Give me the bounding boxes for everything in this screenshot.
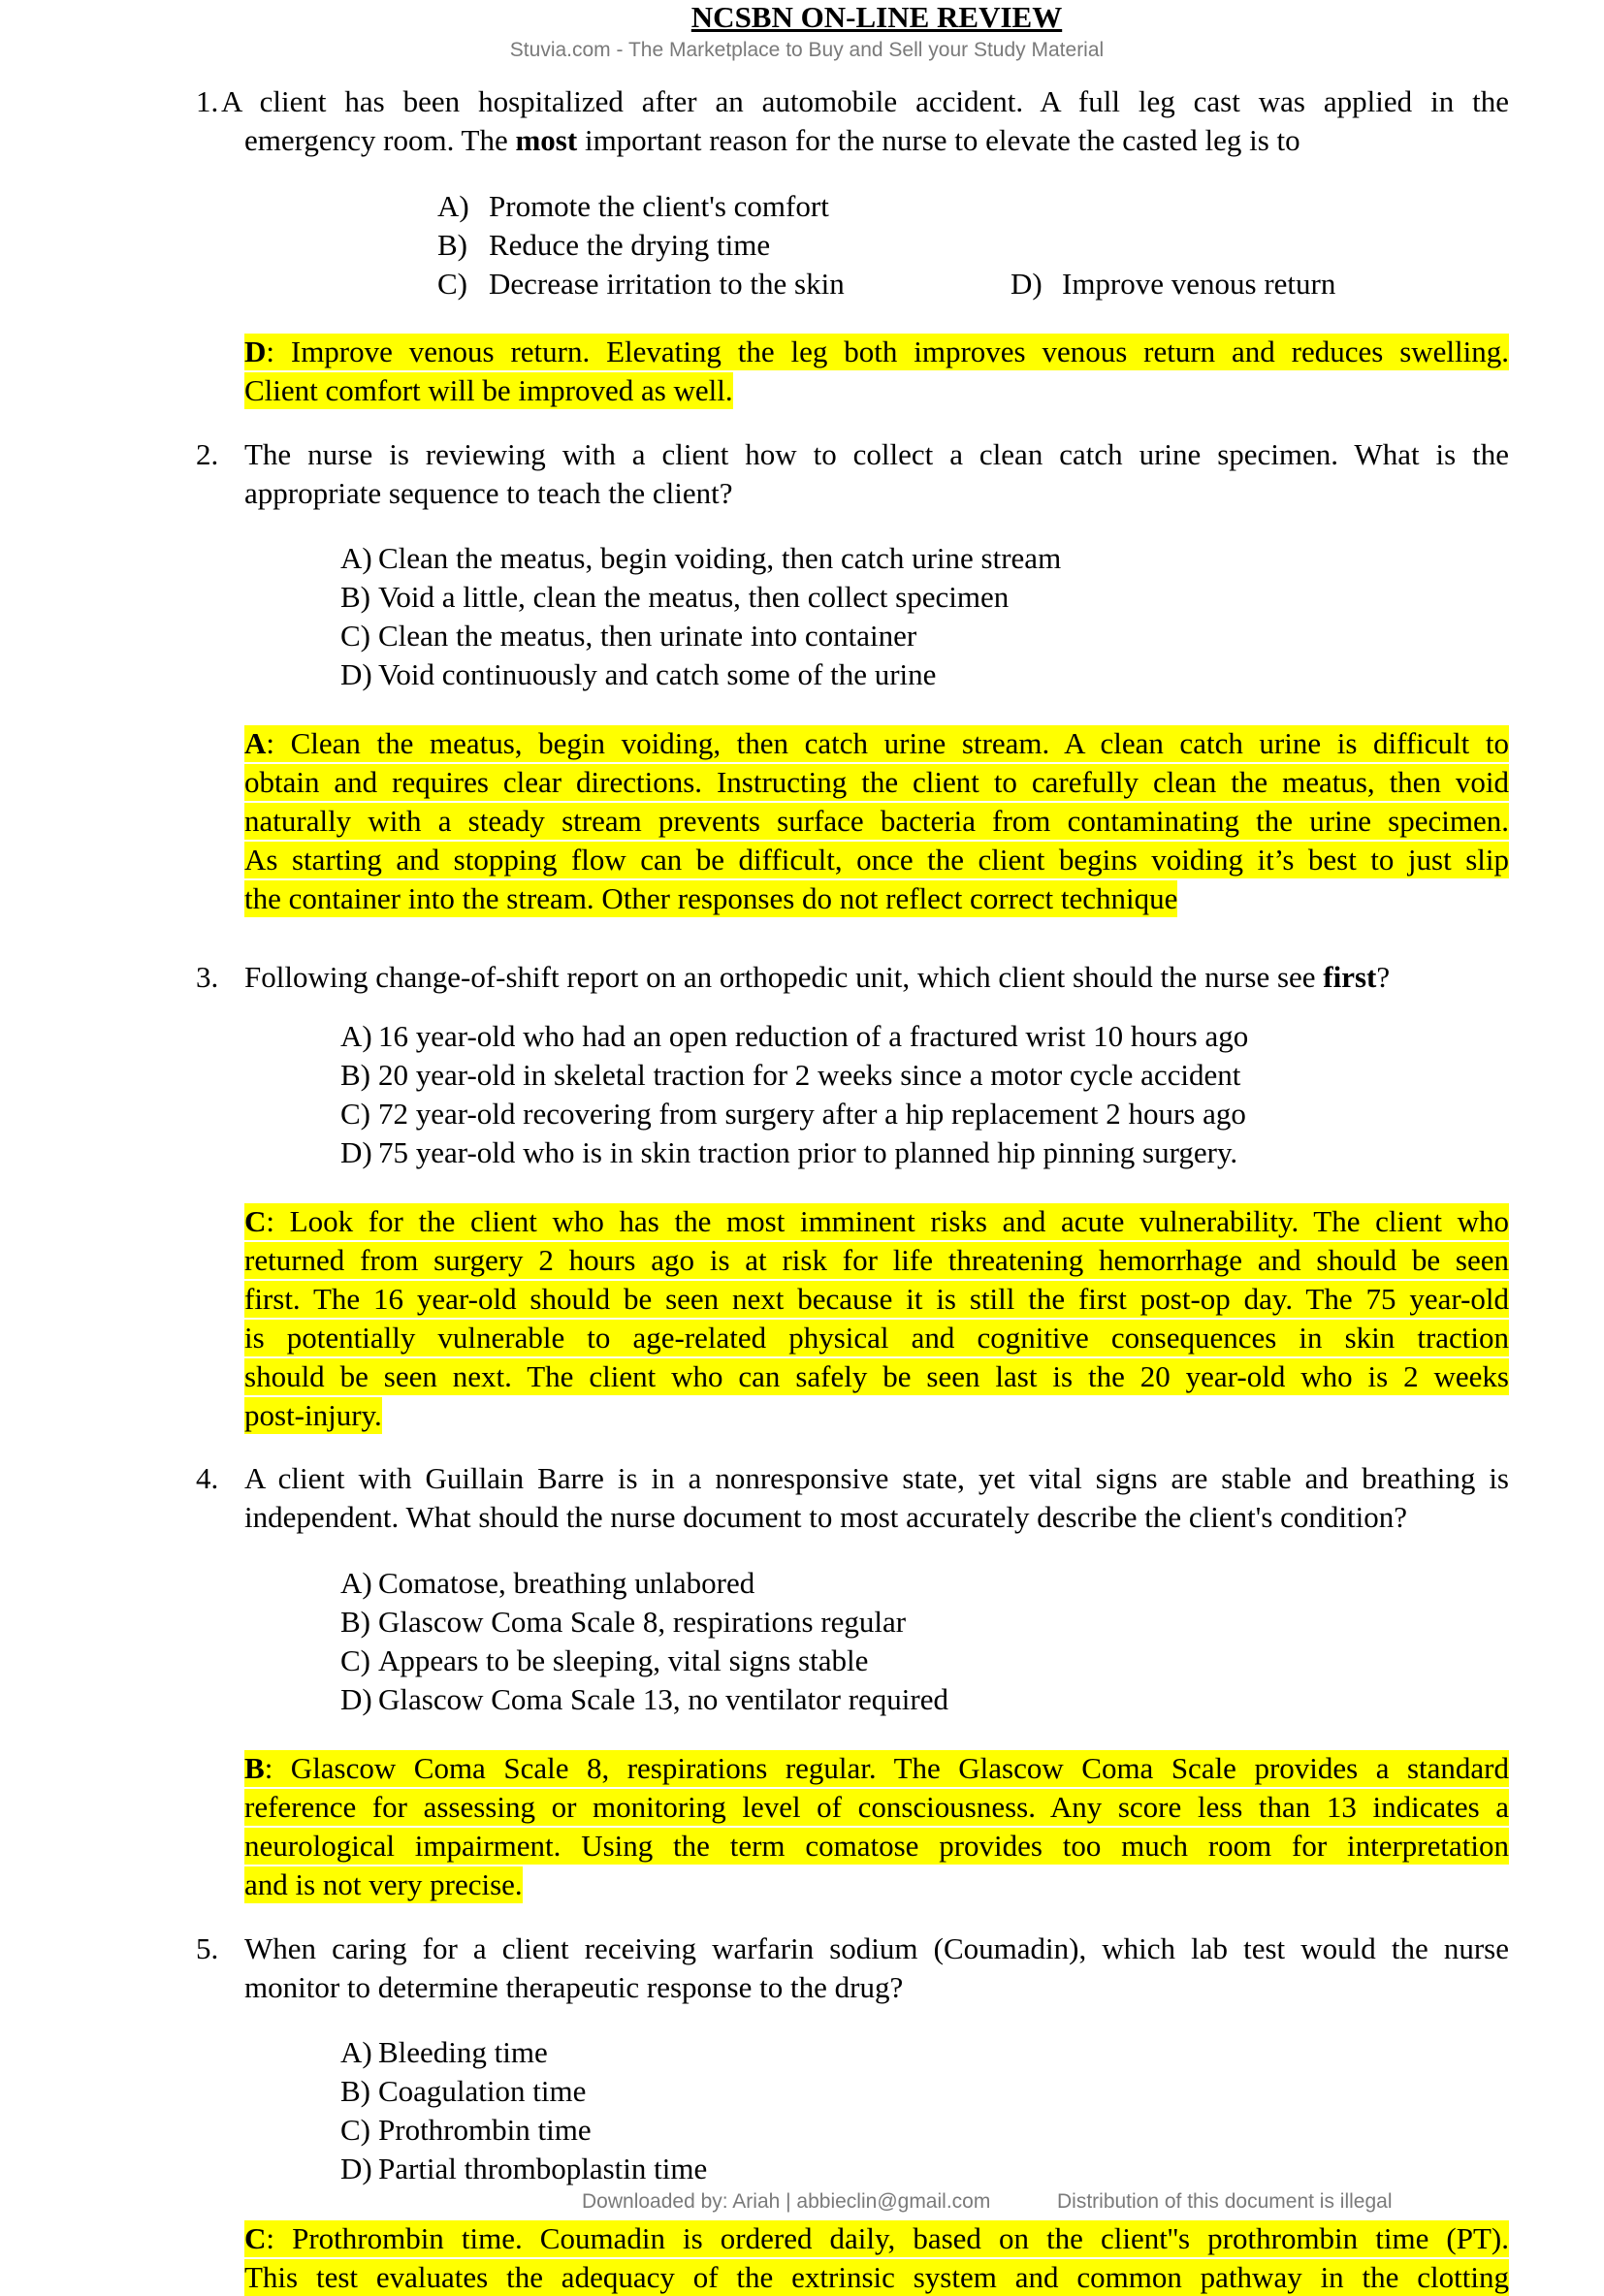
answer-explanation-line (244, 725, 1509, 762)
option-letter: C) (437, 267, 467, 301)
option-text: Glascow Coma Scale 8, respirations regular (378, 1605, 907, 1639)
question-text-line (221, 82, 1509, 121)
answer-text: : Clean the meatus, begin voiding, then catch urine stream. A clean catch urine is difficult to (266, 726, 1509, 760)
answer-explanation-line (244, 803, 1509, 840)
stuvia-watermark: Stuvia.com - The Marketplace to Buy and Sell your Study Material (509, 39, 1105, 61)
answer-text: : Prothrombin time. Coumadin is ordered daily, based on the client''s prothrombin time (PT). (266, 2221, 1509, 2255)
option-letter: A) (340, 1019, 372, 1053)
option-letter: A) (340, 2035, 372, 2069)
answer-explanation-line (244, 764, 1509, 801)
question-text-line (244, 435, 1509, 474)
option-text: Glascow Coma Scale 13, no ventilator required (378, 1682, 948, 1716)
text-segment: appropriate sequence to teach the client? (244, 476, 733, 510)
option-text: Coagulation time (378, 2074, 587, 2108)
answer-text: returned from surgery 2 hours ago is at risk for life threatening hemorrhage and should be seen (244, 1243, 1509, 1277)
answer-explanation-line (244, 880, 1177, 917)
question-number: 5. (196, 1931, 219, 1965)
option-letter: C) (340, 1097, 370, 1131)
question-text-line (244, 1968, 903, 2007)
option-text: Comatose, breathing unlabored (378, 1566, 755, 1600)
text-segment: A client has been hospitalized after an automobile accident. A full leg cast was applied in the (221, 84, 1509, 118)
answer-explanation-line (244, 1750, 1509, 1787)
question-text-line (244, 1929, 1509, 1968)
option-letter: B) (340, 2074, 370, 2108)
text-segment: monitor to determine therapeutic response to the drug? (244, 1970, 904, 2004)
option-letter: A) (340, 1566, 372, 1600)
option-text: Void a little, clean the meatus, then collect specimen (378, 580, 1010, 614)
text-segment: When caring for a client receiving warfarin sodium (Coumadin), which lab test would the nurse (244, 1931, 1509, 1965)
question-text-line (244, 958, 1390, 997)
answer-letter: B (244, 1751, 265, 1785)
option-letter: A) (437, 189, 469, 223)
option-text: Promote the client's comfort (489, 189, 829, 223)
answer-letter: C (244, 2221, 267, 2255)
option-letter: D) (340, 1135, 372, 1169)
option-text: Void continuously and catch some of the urine (378, 657, 937, 691)
answer-text: This test evaluates the adequacy of the extrinsic system and common pathway in the clotting (244, 2260, 1509, 2294)
answer-text: : Glascow Coma Scale 8, respirations regular. The Glascow Coma Scale provides a standard (264, 1751, 1509, 1785)
option-text: Reduce the drying time (489, 228, 771, 262)
option-letter: B) (340, 1058, 370, 1092)
text-segment: A client with Guillain Barre is in a nonresponsive state, yet vital signs are stable and breathing is (244, 1461, 1509, 1495)
option-text: Clean the meatus, then urinate into container (378, 619, 917, 653)
answer-text: obtain and requires clear directions. Instructing the client to carefully clean the meatus, then void (244, 765, 1509, 799)
text-segment: emergency room. The (244, 123, 516, 157)
question-number: 1. (196, 84, 219, 118)
option-letter: C) (340, 1643, 370, 1677)
answer-explanation-line (244, 1358, 1509, 1395)
option-letter: D) (340, 1682, 372, 1716)
option-letter: C) (340, 619, 370, 653)
answer-explanation-line (244, 372, 733, 409)
question-text-line (244, 474, 733, 513)
answer-text: As starting and stopping flow can be difficult, once the client begins voiding it’s best to just slip (244, 843, 1509, 877)
answer-explanation-line (244, 1281, 1509, 1318)
illegal-distribution-watermark: Distribution of this document is illegal (1057, 2190, 1393, 2213)
answer-text: and is not very precise. (244, 1867, 523, 1901)
answer-text: : Improve venous return. Elevating the leg both improves venous return and reduces swelling. (266, 335, 1509, 368)
text-segment: Following change-of-shift report on an orthopedic unit, which client should the nurse see (244, 960, 1324, 994)
answer-text: naturally with a steady stream prevents surface bacteria from contaminating the urine specimen. (244, 804, 1509, 838)
option-text: Partial thromboplastin time (378, 2152, 708, 2185)
downloaded-by-footer: Downloaded by: Ariah | abbieclin@gmail.com (582, 2190, 991, 2213)
option-letter: D) (1011, 267, 1043, 301)
answer-letter: A (244, 726, 267, 760)
answer-explanation-line (244, 842, 1509, 878)
option-text: Appears to be sleeping, vital signs stable (378, 1643, 869, 1677)
answer-explanation-line (244, 2220, 1509, 2257)
emphasis-text: most (515, 123, 578, 157)
option-text: Bleeding time (378, 2035, 548, 2069)
answer-text: neurological impairment. Using the term comatose provides too much room for interpretation (244, 1829, 1509, 1863)
option-letter: D) (340, 2152, 372, 2185)
answer-text: Client comfort will be improved as well. (244, 373, 733, 407)
answer-explanation-line (244, 2259, 1509, 2296)
option-text: 75 year-old who is in skin traction prior to planned hip pinning surgery. (378, 1135, 1238, 1169)
option-letter: D) (340, 657, 372, 691)
answer-explanation-line (244, 1397, 382, 1434)
answer-text: : Look for the client who has the most imminent risks and acute vulnerability. The client who (266, 1204, 1509, 1238)
answer-text: is potentially vulnerable to age-related physical and cognitive consequences in skin traction (244, 1321, 1509, 1355)
answer-text: post-injury. (244, 1398, 382, 1432)
option-text: Decrease irritation to the skin (489, 267, 845, 301)
answer-letter: C (244, 1204, 267, 1238)
option-text: Improve venous return (1062, 267, 1336, 301)
option-letter: B) (340, 580, 370, 614)
text-segment: independent. What should the nurse document to most accurately describe the client's condition? (244, 1500, 1408, 1534)
option-text: 72 year-old recovering from surgery after a hip replacement 2 hours ago (378, 1097, 1246, 1131)
answer-text: should be seen next. The client who can safely be seen last is the 20 year-old who is 2 weeks (244, 1359, 1509, 1393)
option-text: Clean the meatus, begin voiding, then catch urine stream (378, 541, 1062, 575)
text-segment: The nurse is reviewing with a client how to collect a clean catch urine specimen. What is the (244, 437, 1509, 471)
question-text-line (244, 121, 1300, 160)
answer-text: reference for assessing or monitoring level of consciousness. Any score less than 13 indicates a (244, 1790, 1509, 1824)
question-text-line (244, 1459, 1509, 1498)
emphasis-text: first (1323, 960, 1377, 994)
answer-text: the container into the stream. Other responses do not reflect correct technique (244, 881, 1178, 915)
option-letter: B) (340, 1605, 370, 1639)
answer-explanation-line (244, 1828, 1509, 1865)
option-text: 20 year-old in skeletal traction for 2 weeks since a motor cycle accident (378, 1058, 1241, 1092)
option-text: 16 year-old who had an open reduction of a fractured wrist 10 hours ago (378, 1019, 1249, 1053)
question-number: 4. (196, 1461, 219, 1495)
answer-text: first. The 16 year-old should be seen next because it is still the first post-op day. The 75 year-old (244, 1282, 1509, 1316)
answer-explanation-line (244, 1242, 1509, 1279)
option-letter: C) (340, 2113, 370, 2147)
answer-letter: D (244, 335, 267, 368)
answer-explanation-line (244, 334, 1509, 370)
option-letter: A) (340, 541, 372, 575)
text-segment: important reason for the nurse to elevate the casted leg is to (577, 123, 1300, 157)
answer-explanation-line (244, 1866, 523, 1903)
question-number: 2. (196, 437, 219, 471)
option-letter: B) (437, 228, 467, 262)
answer-explanation-line (244, 1789, 1509, 1826)
answer-explanation-line (244, 1203, 1509, 1240)
question-number: 3. (196, 960, 219, 994)
option-text: Prothrombin time (378, 2113, 592, 2147)
answer-explanation-line (244, 1320, 1509, 1356)
question-text-line (244, 1498, 1407, 1537)
text-segment: ? (1376, 960, 1391, 994)
document-title: NCSBN ON-LINE REVIEW (690, 0, 1063, 34)
